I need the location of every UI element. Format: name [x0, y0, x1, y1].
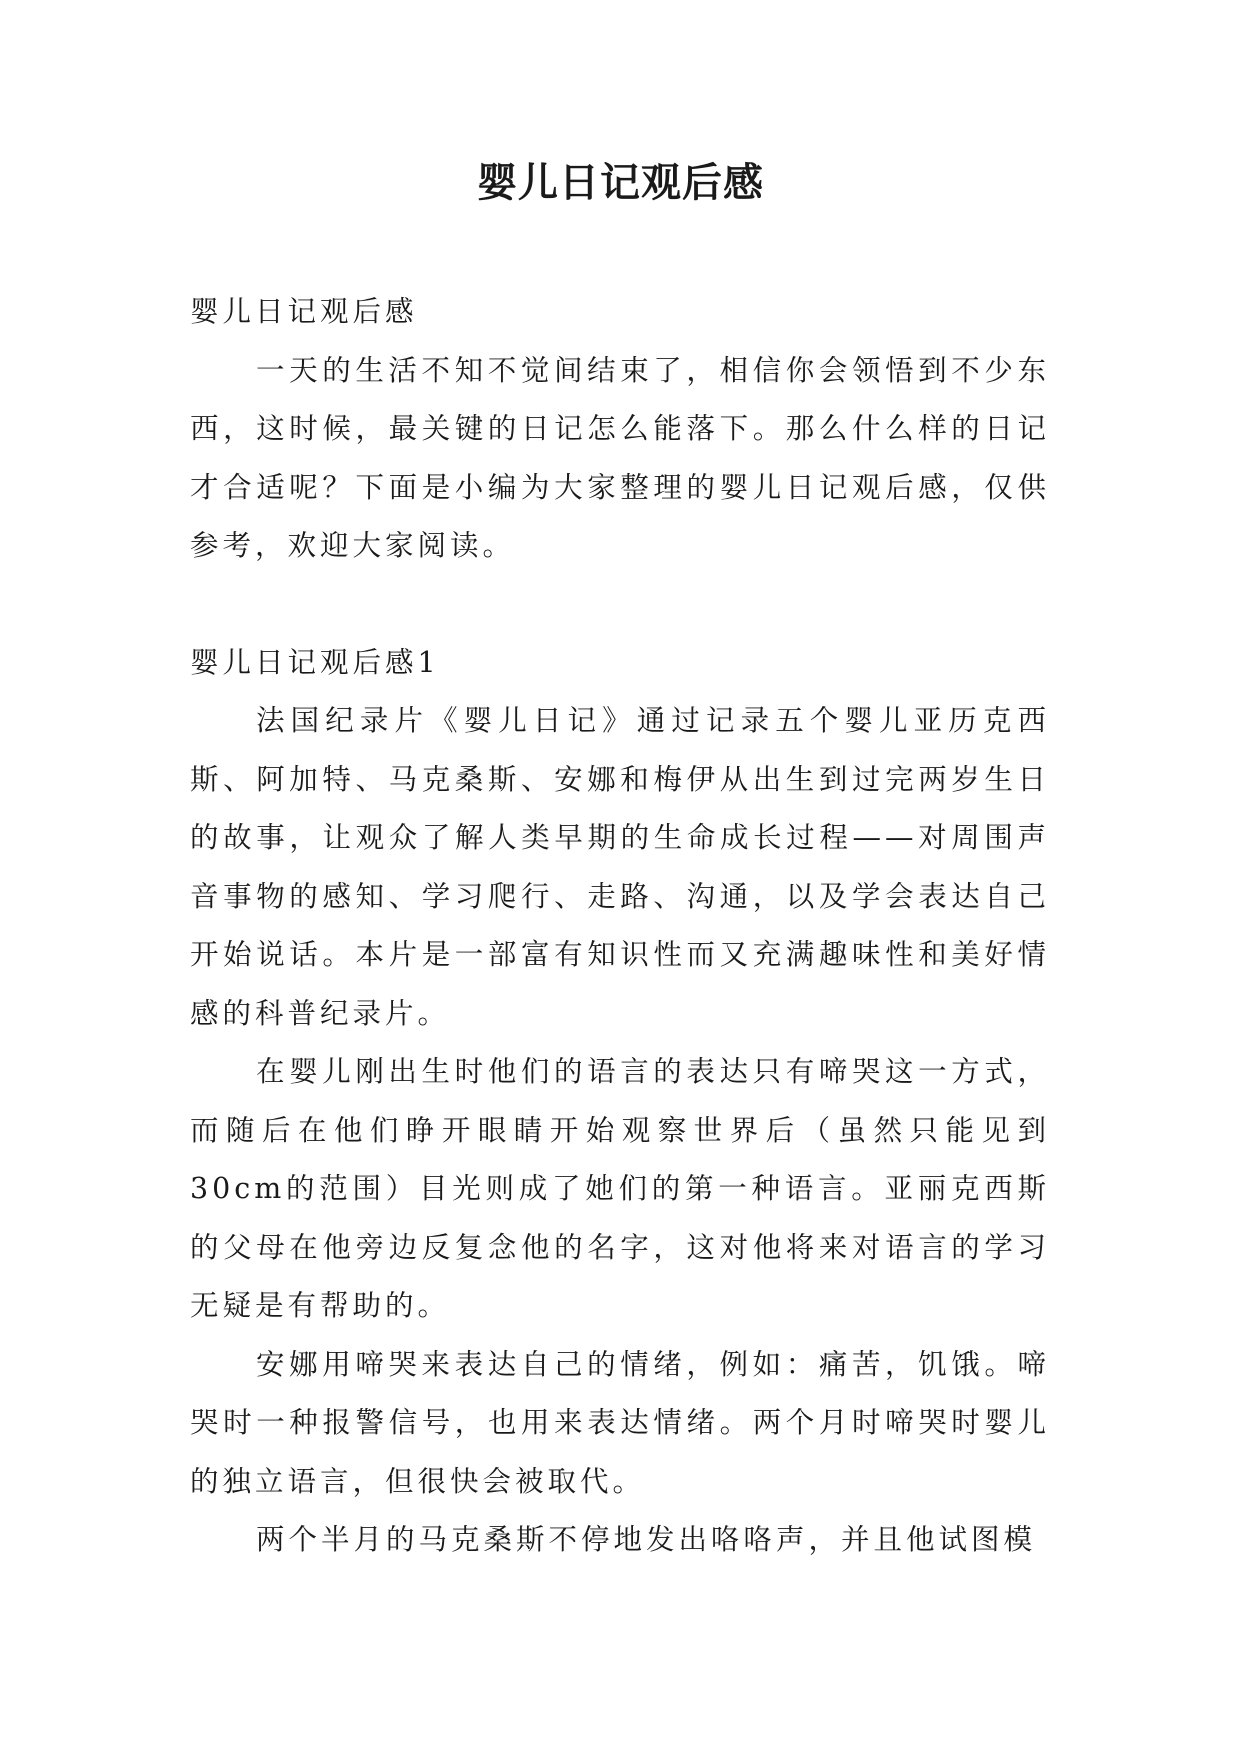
section-spacer	[190, 576, 1050, 634]
document-body	[190, 283, 1050, 1570]
document-title: 婴儿日记观后感	[477, 159, 764, 206]
body-paragraph: 法国纪录片《婴儿日记》通过记录五个婴儿亚历克西斯、阿加特、马克桑斯、安娜和梅伊从出生到过完两岁生日的故事，让观众了解人类早期的生命成长过程——对周围声音事物的感知、学习爬行、走路、沟通，以及学会表达自己开始说话。本片是一部富有知识性而又充满趣味性和美好情感的科普纪录片。	[190, 704, 1050, 1030]
subtitle: 婴儿日记观后感	[190, 295, 418, 328]
body-paragraph: 在婴儿刚出生时他们的语言的表达只有啼哭这一方式，而随后在他们睁开眼睛开始观察世界后（虽然只能见到30cm的范围）目光则成了她们的第一种语言。亚丽克西斯的父母在他旁边反复念他的名字，这对他将来对语言的学习无疑是有帮助的。	[190, 1055, 1050, 1322]
section-heading: 婴儿日记观后感1	[190, 645, 440, 679]
intro-paragraph: 一天的生活不知不觉间结束了，相信你会领悟到不少东西，这时候，最关键的日记怎么能落下。那么什么样的日记才合适呢？下面是小编为大家整理的婴儿日记观后感，仅供参考，欢迎大家阅读。	[190, 353, 1050, 562]
body-paragraph: 两个半月的马克桑斯不停地发出咯咯声，并且他试图模	[256, 1523, 1037, 1556]
body-paragraph: 安娜用啼哭来表达自己的情绪，例如：痛苦，饥饿。啼哭时一种报警信号，也用来表达情绪。两个月时啼哭时婴儿的独立语言，但很快会被取代。	[190, 1347, 1050, 1498]
